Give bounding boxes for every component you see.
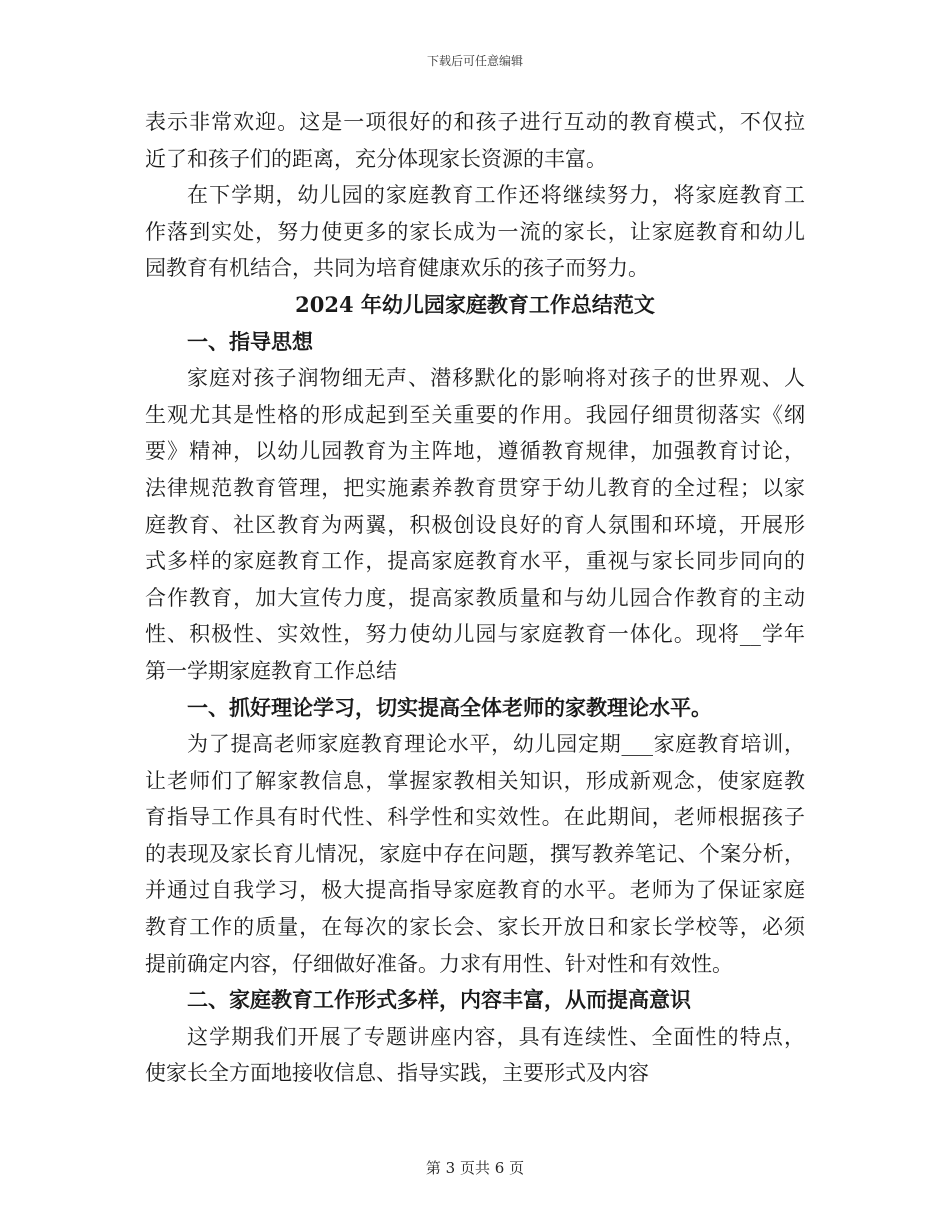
body-line: 作落到实处，努力使更多的家长成为一流的家长，让家庭教育和幼儿 <box>145 219 805 244</box>
body-line: 这学期我们开展了专题讲座内容，具有连续性、全面性的特点， <box>187 1024 805 1049</box>
page-header: 下载后可任意编辑 <box>426 54 523 68</box>
body-line: 合作教育，加大宣传力度，提高家教质量和与幼儿园合作教育的主动 <box>145 585 805 610</box>
body-line: 式多样的家庭教育工作，提高家庭教育水平，重视与家长同步同向的 <box>145 549 805 574</box>
body-line: 育指导工作具有时代性、科学性和实效性。在此期间，老师根据孩子 <box>145 805 805 830</box>
body-line: 教育工作的质量，在每次的家长会、家长开放日和家长学校等，必须 <box>145 915 805 940</box>
body-line: 园教育有机结合，共同为培育健康欢乐的孩子而努力。 <box>145 256 649 281</box>
body-line: 提前确定内容，仔细做好准备。力求有用性、针对性和有效性。 <box>145 951 733 976</box>
body-line: 为了提高老师家庭教育理论水平，幼儿园定期___家庭教育培训， <box>187 732 805 757</box>
body-line: 要》精神，以幼儿园教育为主阵地，遵循教育规律，加强教育讨论， <box>145 439 805 464</box>
body-line: 近了和孩子们的距离，充分体现家长资源的丰富。 <box>145 146 607 171</box>
body-line: 法律规范教育管理，把实施素养教育贯穿于幼儿教育的全过程；以家 <box>145 475 805 500</box>
body-line: 庭教育、社区教育为两翼，积极创设良好的育人氛围和环境，开展形 <box>145 512 805 537</box>
body-line: 生观尤其是性格的形成起到至关重要的作用。我园仔细贯彻落实《纲 <box>145 402 805 427</box>
body-line: 在下学期，幼儿园的家庭教育工作还将继续努力，将家庭教育工 <box>187 183 805 208</box>
section-title: 2024 年幼儿园家庭教育工作总结范文 <box>295 291 655 317</box>
body-line: 第一学期家庭教育工作总结 <box>145 658 397 683</box>
section-heading: 一、抓好理论学习，切实提高全体老师的家教理论水平。 <box>187 694 712 720</box>
body-line: 的表现及家长育儿情况，家庭中存在问题，撰写教养笔记、个案分析， <box>145 841 805 866</box>
body-line: 并通过自我学习，极大提高指导家庭教育的水平。老师为了保证家庭 <box>145 878 805 903</box>
page-footer: 第 3 页共 6 页 <box>425 1159 525 1177</box>
document-body <box>145 104 805 1092</box>
body-line: 表示非常欢迎。这是一项很好的和孩子进行互动的教育模式，不仅拉 <box>145 110 805 134</box>
body-line: 性、积极性、实效性，努力使幼儿园与家庭教育一体化。现将__学年 <box>145 622 805 647</box>
body-line: 让老师们了解家教信息，掌握家教相关知识，形成新观念，使家庭教 <box>145 768 805 793</box>
body-line: 使家长全方面地接收信息、指导实践，主要形式及内容 <box>145 1061 649 1086</box>
body-line: 家庭对孩子润物细无声、潜移默化的影响将对孩子的世界观、人 <box>187 366 805 391</box>
section-heading: 一、指导思想 <box>187 328 313 354</box>
section-heading: 二、家庭教育工作形式多样，内容丰富，从而提高意识 <box>187 987 691 1013</box>
